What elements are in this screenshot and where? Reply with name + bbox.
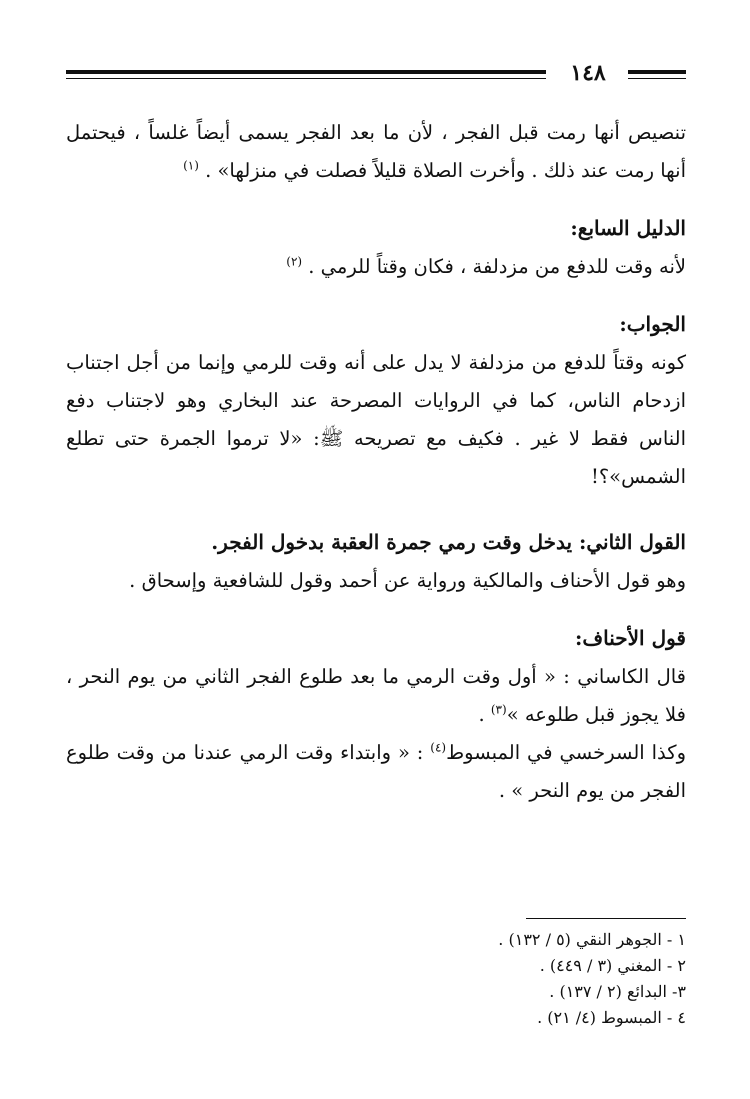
footnote-ref: (٤) xyxy=(430,740,447,755)
footnote-item: ٣- البدائع (٢ / ١٣٧) . xyxy=(549,982,686,1001)
paragraph-line: ازدحام الناس، كما في الروايات المصرحة عند البخاري وهو لاجتناب دفع xyxy=(66,389,686,412)
footnote-item: ٢ - المغني (٣ / ٤٤٩) . xyxy=(539,956,686,975)
footnote-rule xyxy=(526,918,686,919)
footnote-item: ١ - الجوهر النقي (٥ / ١٣٢) . xyxy=(498,930,686,949)
section-heading: الدليل السابع: xyxy=(570,216,686,240)
paragraph-line: وهو قول الأحناف والمالكية ورواية عن أحمد وقول للشافعية وإسحاق . xyxy=(129,569,686,592)
paragraph-line xyxy=(66,248,686,286)
section-heading: قول الأحناف: xyxy=(575,626,686,650)
paragraph-line: كونه وقتاً للدفع من مزدلفة لا يدل على أنه وقت للرمي وإنما من أجل اجتناب xyxy=(66,351,686,374)
footnote-ref: (١) xyxy=(183,158,199,173)
paragraph-line: قال الكاساني : « أول وقت الرمي ما بعد طلوع الفجر الثاني من يوم النحر ، xyxy=(66,665,686,688)
paragraph-text: لأنه وقت للدفع من مزدلفة ، فكان وقتاً للرمي . xyxy=(308,255,686,278)
paragraph-text: فلا يجوز قبل طلوعه » xyxy=(506,703,686,726)
footnotes xyxy=(66,918,686,1031)
header-rule-left-thin xyxy=(66,78,546,79)
paragraph-text: . xyxy=(478,703,485,726)
paragraph-text: : « وابتداء وقت الرمي عندنا من وقت طلوع xyxy=(66,741,431,764)
section-heading: الجواب: xyxy=(619,312,686,336)
header-rule-left xyxy=(66,70,546,74)
section-heading: القول الثاني: يدخل وقت رمي جمرة العقبة بدخول الفجر. xyxy=(211,530,686,554)
footnote-item: ٤ - المبسوط (٤/ ٢١) . xyxy=(537,1008,686,1027)
page-body xyxy=(66,114,686,810)
paragraph-line: الشمس»؟! xyxy=(590,465,686,488)
paragraph-text: وكذا السرخسي في المبسوط xyxy=(446,741,686,764)
footnote-ref: (٢) xyxy=(286,254,303,269)
paragraph-text: أنها رمت عند ذلك . وأخرت الصلاة قليلاً فصلت في منزلها» . xyxy=(205,159,686,182)
page-header xyxy=(66,58,686,88)
paragraph-line: الفجر من يوم النحر » . xyxy=(498,779,686,802)
paragraph-line xyxy=(66,734,686,772)
paragraph-line: تنصيص أنها رمت قبل الفجر ، لأن ما بعد الفجر يسمى أيضاً غلساً ، فيحتمل xyxy=(66,121,686,144)
book-page xyxy=(66,58,686,1058)
footnote-ref: (٣) xyxy=(490,702,507,717)
page-number: ١٤٨ xyxy=(570,60,606,86)
paragraph-line xyxy=(66,696,686,734)
header-rule-right xyxy=(628,70,686,74)
paragraph-line xyxy=(66,152,686,190)
header-rule-right-thin xyxy=(628,78,686,79)
paragraph-line: الناس فقط لا غير . فكيف مع تصريحه ﷺ: «لا ترموا الجمرة حتى تطلع xyxy=(66,427,686,450)
